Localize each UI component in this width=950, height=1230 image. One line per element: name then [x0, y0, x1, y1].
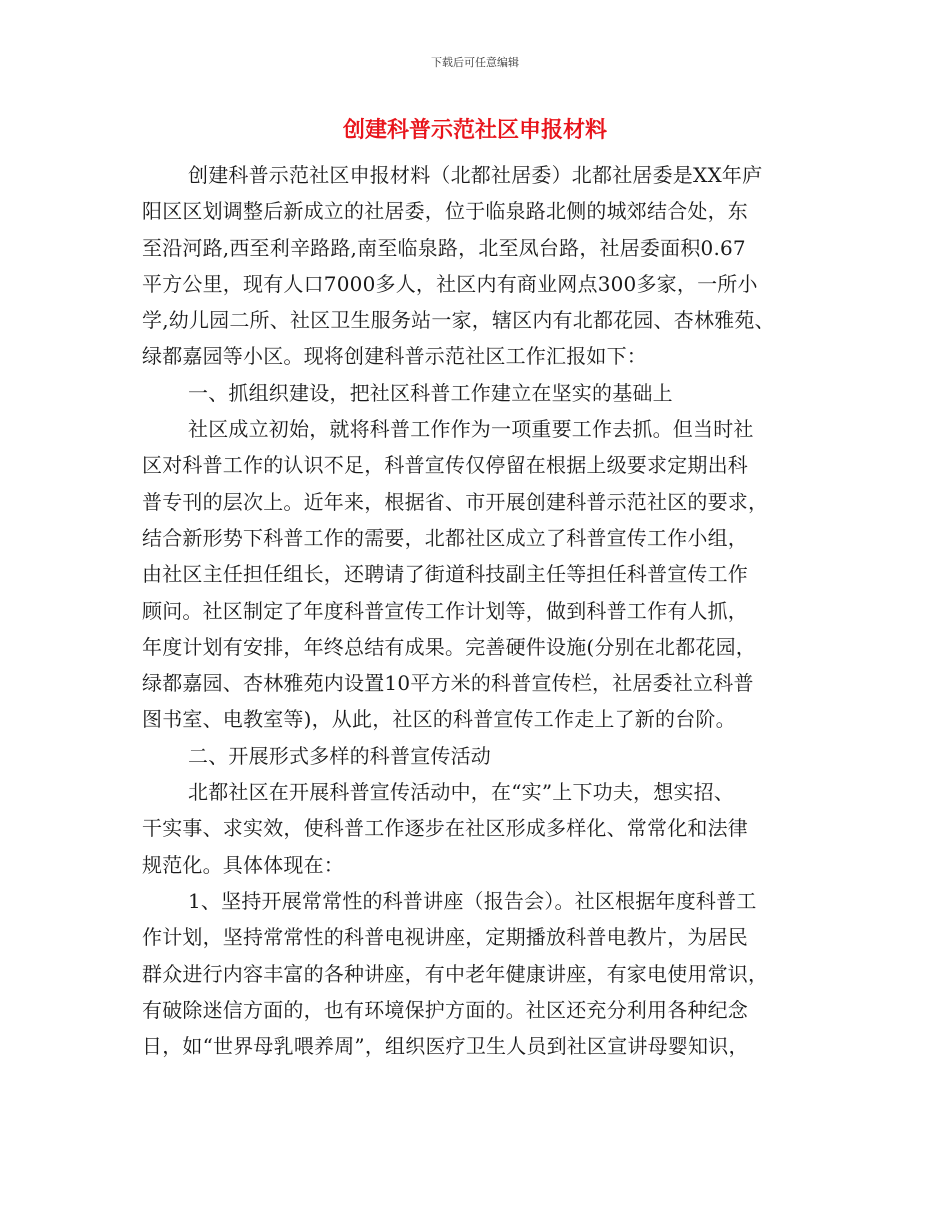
- body-line: 1、坚持开展常常性的科普讲座（报告会）。社区根据年度科普工: [188, 888, 757, 913]
- body-line: 学,幼儿园二所、社区卫生服务站一家，辖区内有北都花园、杏林雅苑、: [142, 308, 775, 333]
- body-line: 规范化。具体体现在：: [142, 852, 344, 877]
- body-line: 由社区主任担任组长，还聘请了街道科技副主任等担任科普宣传工作: [142, 562, 748, 587]
- body-line: 年度计划有安排，年终总结有成果。完善硬件设施(分别在北都花园，: [142, 634, 757, 659]
- body-line: 一、抓组织建设，把社区科普工作建立在坚实的基础上: [188, 380, 673, 405]
- body-line: 结合新形势下科普工作的需要，北都社区成立了科普宣传工作小组，: [142, 525, 748, 550]
- body-line: 阳区区划调整后新成立的社居委，位于临泉路北侧的城郊结合处，东: [142, 199, 748, 224]
- document-body: [142, 157, 808, 1064]
- body-line: 创建科普示范社区申报材料（北都社居委）北都社居委是XX年庐: [188, 163, 763, 187]
- body-line: 群众进行内容丰富的各种讲座，有中老年健康讲座，有家电使用常识，: [142, 961, 769, 986]
- body-line: 顾问。社区制定了年度科普宣传工作计划等，做到科普工作有人抓，: [142, 598, 748, 623]
- body-line: 至沿河路,西至利辛路路,南至临泉路，北至凤台路，社居委面积0.67: [142, 235, 746, 260]
- body-line: 干实事、求实效，使科普工作逐步在社区形成多样化、常常化和法律: [142, 816, 748, 841]
- body-line: 北都社区在开展科普宣传活动中，在“实”上下功夫，想实招、: [188, 780, 735, 805]
- body-line: 日，如“世界母乳喂养周”，组织医疗卫生人员到社区宣讲母婴知识，: [142, 1034, 749, 1059]
- header-note: 下载后可任意编辑: [431, 56, 519, 69]
- body-line: 区对科普工作的认识不足，科普宣传仅停留在根据上级要求定期出科: [142, 453, 748, 478]
- body-line: 作计划，坚持常常性的科普电视讲座，定期播放科普电教片，为居民: [142, 925, 748, 950]
- body-line: 社区成立初始，就将科普工作作为一项重要工作去抓。但当时社: [188, 417, 754, 442]
- body-line: 绿都嘉园、杏林雅苑内设置10平方米的科普宣传栏，社居委社立科普: [142, 671, 754, 696]
- body-line: 平方公里，现有人口7000多人，社区内有商业网点300多家，一所小: [142, 271, 758, 296]
- body-line: 普专刊的层次上。近年来，根据省、市开展创建科普示范社区的要求，: [142, 489, 769, 514]
- body-line: 二、开展形式多样的科普宣传活动: [188, 743, 491, 768]
- document-title: 创建科普示范社区申报材料: [342, 118, 607, 143]
- body-line: 图书室、电教室等)，从此，社区的科普宣传工作走上了新的台阶。: [142, 707, 736, 732]
- body-line: 有破除迷信方面的，也有环境保护方面的。社区还充分利用各种纪念: [142, 997, 748, 1022]
- body-line: 绿都嘉园等小区。现将创建科普示范社区工作汇报如下：: [142, 344, 647, 369]
